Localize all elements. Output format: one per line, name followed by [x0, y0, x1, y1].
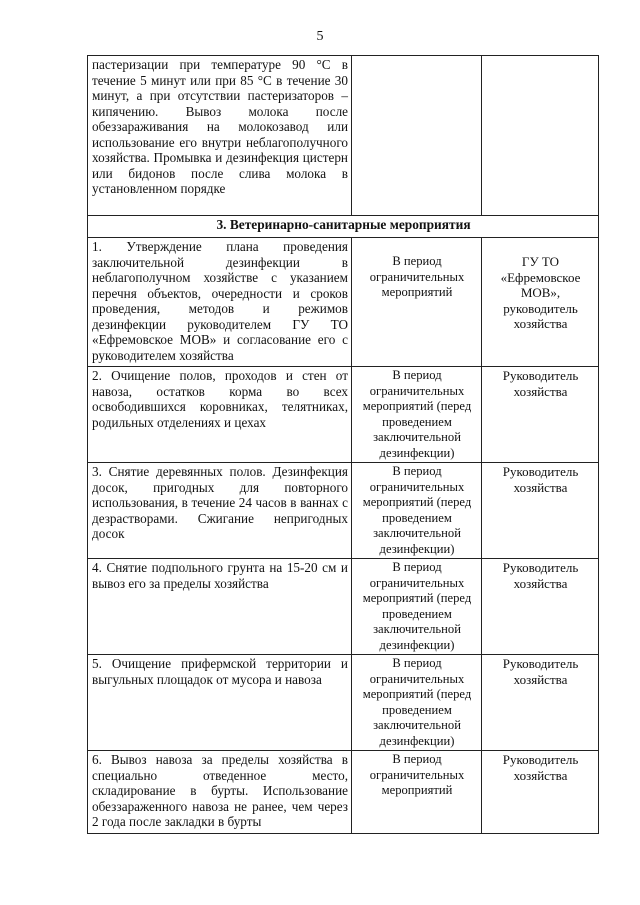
- period-cell: В период ограничительных мероприятий (перед проведением заключительной дезинфекции): [352, 559, 482, 655]
- period-cell: В период ограничительных мероприятий (перед проведением заключительной дезинфекции): [352, 463, 482, 559]
- table-row: [88, 655, 599, 751]
- responsible-cell: [482, 56, 599, 216]
- table-row: [88, 238, 599, 367]
- measure-cell: 4. Снятие подпольного грунта на 15-20 см и вывоз его за пределы хозяйства: [88, 559, 352, 655]
- table-row: [88, 559, 599, 655]
- responsible-cell: ГУ ТО «Ефремовское МОВ», руководитель хозяйства: [482, 238, 599, 367]
- section-heading-row: [88, 216, 599, 238]
- responsible-cell: Руководитель хозяйства: [482, 559, 599, 655]
- responsible-cell: Руководитель хозяйства: [482, 655, 599, 751]
- period-cell: [352, 56, 482, 216]
- measure-cell: 5. Очищение прифермской территории и выгульных площадок от мусора и навоза: [88, 655, 352, 751]
- page-number: 5: [316, 29, 324, 44]
- table-row: [88, 463, 599, 559]
- period-cell: В период ограничительных мероприятий: [352, 238, 482, 367]
- measure-cell: 1. Утверждение плана проведения заключительной дезинфекции в неблагополучном хозяйстве с указанием перечня объектов, очередности и сроков проведения, методов и режимов дезинфекции руководителем ГУ ТО «Ефремовское МОВ» и согласование его с руководителем хозяйства: [88, 238, 352, 367]
- period-cell: В период ограничительных мероприятий (перед проведением заключительной дезинфекции): [352, 655, 482, 751]
- period-cell: В период ограничительных мероприятий (перед проведением заключительной дезинфекции): [352, 367, 482, 463]
- measure-cell: 6. Вывоз навоза за пределы хозяйства в специально отведенное место, складирование в бурты. Использование обеззараженного навоза не ранее, чем через 2 года после закладки в бурты: [88, 751, 352, 834]
- measure-cell: 2. Очищение полов, проходов и стен от навоза, остатков корма во всех освободившихся коровниках, телятниках, родильных отделениях и цехах: [88, 367, 352, 463]
- section-title: 3. Ветеринарно-санитарные мероприятия: [88, 216, 599, 238]
- period-cell: В период ограничительных мероприятий: [352, 751, 482, 834]
- responsible-cell: Руководитель хозяйства: [482, 463, 599, 559]
- measures-table: [87, 55, 599, 834]
- table-row: [88, 56, 599, 216]
- measure-cell: пастеризации при температуре 90 °С в течение 5 минут или при 85 °С в течение 30 минут, а при отсутствии пастеризаторов – кипячению. Вывоз молока после обеззараживания на молокозавод или использование его внутри неблагополучного хозяйства. Промывка и дезинфекция цистерн или бидонов после слива молока в установленном порядке: [88, 56, 352, 216]
- measure-cell: 3. Снятие деревянных полов. Дезинфекция досок, пригодных для повторного использования, в течение 24 часов в ваннах с дезрастворами. Сжигание непригодных досок: [88, 463, 352, 559]
- table-row: [88, 751, 599, 834]
- table-row: [88, 367, 599, 463]
- responsible-cell: Руководитель хозяйства: [482, 751, 599, 834]
- responsible-cell: Руководитель хозяйства: [482, 367, 599, 463]
